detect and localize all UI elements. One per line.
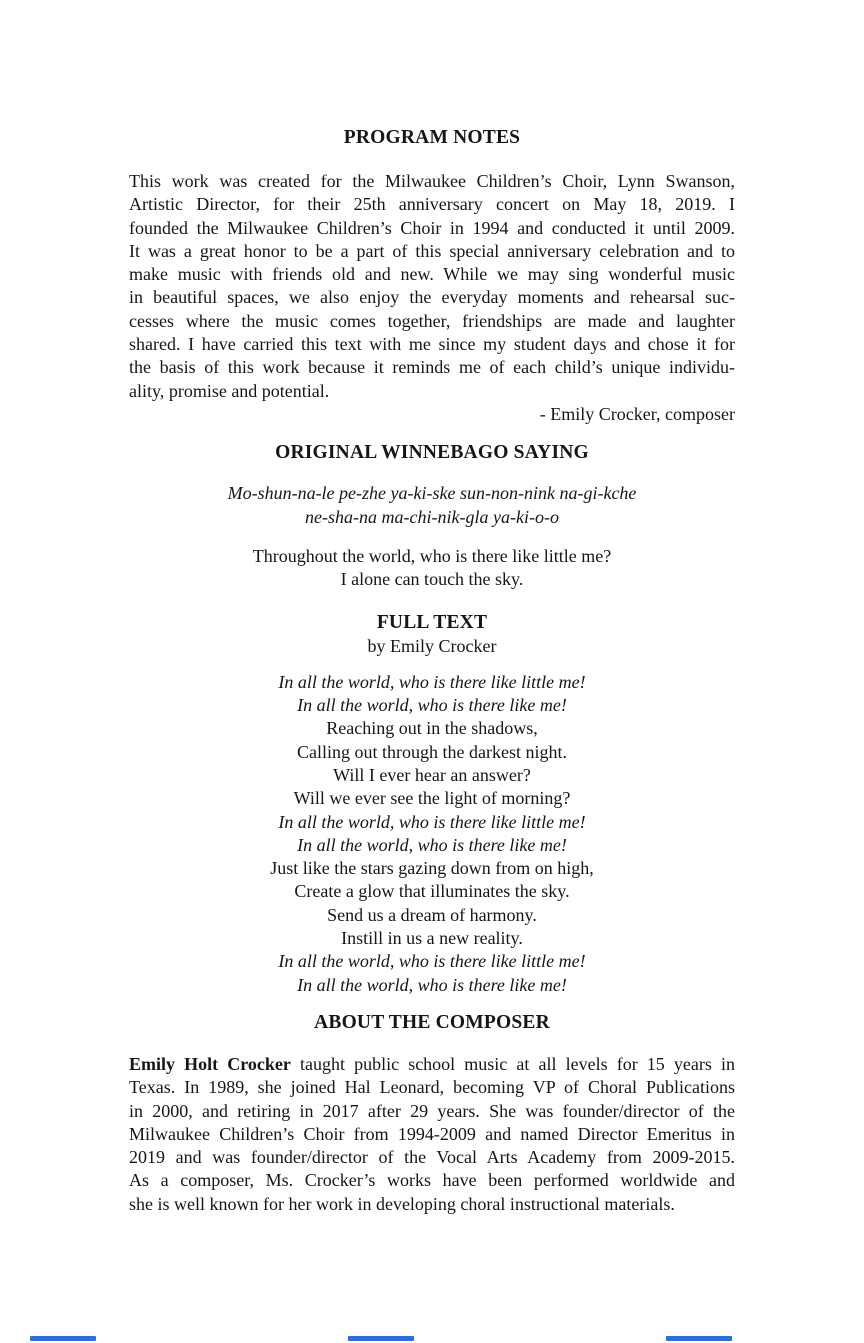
text-line: In all the world, who is there like little me! [278,811,586,832]
text-line: In all the world, who is there like me! [297,834,567,855]
program-notes-paragraph [129,170,735,403]
text-line: shared. I have carried this text with me since my student days and chose it for [129,334,735,355]
text-line: In all the world, who is there like little me! [278,671,586,692]
about-composer-paragraph [129,1053,735,1216]
text-line: Emily Holt Crocker taught public school music at all levels for 15 years in [129,1053,735,1074]
text-line: As a composer, Ms. Crocker’s works have been performed worldwide and [129,1170,735,1191]
text-line: In all the world, who is there like little me! [278,951,586,972]
composer-attribution: - Emily Crocker, composer [539,403,735,424]
full-text-heading: FULL TEXT [376,612,488,634]
text-line: Texas. In 1989, she joined Hal Leonard, becoming VP of Choral Publications [129,1077,735,1098]
composer-name-bold: Emily Holt Crocker [129,1053,291,1074]
text-line: Throughout the world, who is there like little me? [252,545,612,566]
text-line: she is well known for her work in developing choral instructional materials. [129,1193,675,1214]
text-line: Just like the stars gazing down from on high, [270,858,594,879]
text-line: Reaching out in the shadows, [326,718,538,739]
text-line: Milwaukee Children’s Choir from 1994-2009 and named Director Emeritus in [129,1123,735,1144]
text-line: ality, promise and potential. [129,380,330,401]
text-line: Artistic Director, for their 25th anniversary concert on May 18, 2019. I [129,194,735,215]
text-line: Send us a dream of harmony. [327,904,537,925]
page-edge-marker [666,1336,732,1341]
text-line: Create a glow that illuminates the sky. [294,881,570,902]
text-line: founded the Milwaukee Children’s Choir in 1994 and conducted it until 2009. [129,217,735,238]
text-line: Instill in us a new reality. [341,928,523,949]
full-text-byline: by Emily Crocker [367,636,497,657]
text-line: the basis of this work because it reminds me of each child’s unique individu- [129,357,735,378]
about-composer-heading: ABOUT THE COMPOSER [314,1011,550,1033]
text-line: in beautiful spaces, we also enjoy the everyday moments and rehearsal suc- [129,287,735,308]
winnebago-heading: ORIGINAL WINNEBAGO SAYING [275,442,589,464]
text-line: Will we ever see the light of morning? [293,788,571,809]
text-line: make music with friends old and new. While we may sing wonderful music [129,264,735,285]
text-line: This work was created for the Milwaukee Children’s Choir, Lynn Swanson, [129,171,735,191]
text-line: I alone can touch the sky. [340,569,524,590]
text-line: In all the world, who is there like me! [297,974,567,995]
text-line: Will I ever hear an answer? [333,764,531,785]
text-line: In all the world, who is there like me! [297,695,567,716]
program-notes-heading: PROGRAM NOTES [343,127,521,148]
text-line: 2019 and was founder/director of the Vocal Arts Academy from 2009-2015. [129,1147,735,1168]
page-edge-marker [30,1336,96,1341]
full-text-poem [129,671,735,997]
text-line: cesses where the music comes together, friendships are made and laughter [129,310,735,331]
text-line: ne-sha-na ma-chi-nik-gla ya-ki-o-o [305,506,559,527]
text-line: Calling out through the darkest night. [297,741,567,762]
text-line: Mo-shun-na-le pe-zhe ya-ki-ske sun-non-nink na-gi-kche [227,483,637,504]
text-line: in 2000, and retiring in 2017 after 29 years. She was founder/director of the [129,1100,735,1121]
text-line: It was a great honor to be a part of this special anniversary celebration and to [129,240,735,261]
winnebago-native-verse [129,482,735,529]
winnebago-translation-verse [129,545,735,592]
page-edge-marker [348,1336,414,1341]
